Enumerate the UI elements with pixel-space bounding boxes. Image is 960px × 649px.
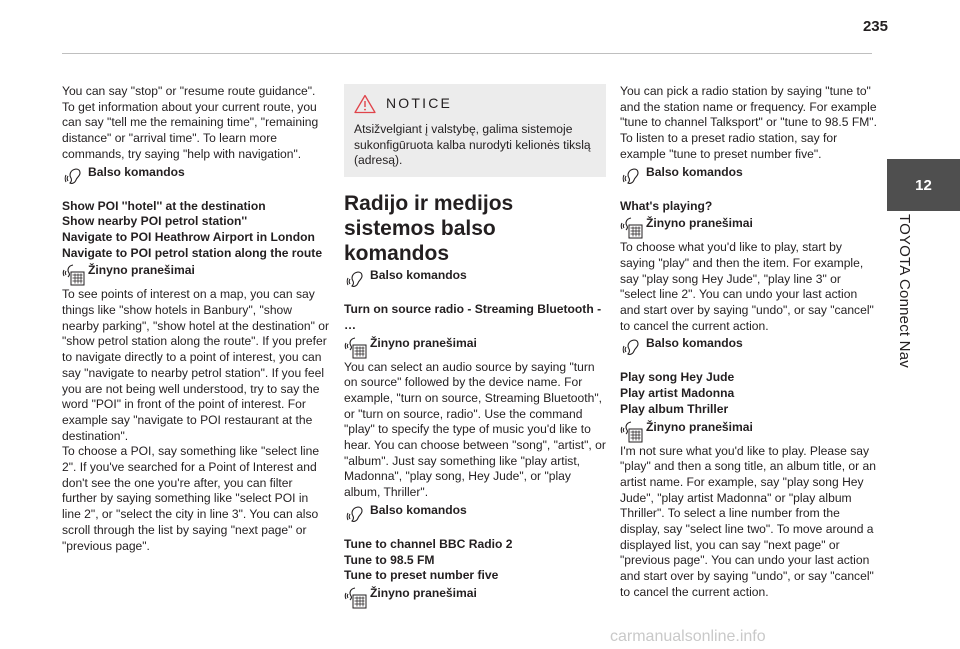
header-rule <box>62 53 872 54</box>
voice-command-icon <box>344 268 368 292</box>
paragraph: You can say "stop" or "resume route guidance". To get information about your current route, you can say "tell me the remaining time", "remaining distance" or "arrival time". To learn more commands, try saying "help with navigation". <box>62 84 319 161</box>
command-line: Navigate to POI Heathrow Airport in London <box>62 229 315 244</box>
column-2 <box>344 84 606 610</box>
voice-command-label: Balso komandos <box>646 164 743 179</box>
voice-command-label: Balso komandos <box>370 502 467 517</box>
voice-command-heading <box>344 268 606 292</box>
voice-command-icon <box>620 165 644 189</box>
command-line: Tune to preset number five <box>344 568 499 583</box>
command-line: Navigate to POI petrol station along the route <box>62 245 323 260</box>
command-line: Play song Hey Jude <box>620 370 735 385</box>
paragraph: You can select an audio source by saying "turn on source" followed by the device name. For example, "turn on source, Streaming Bluetooth", or "turn on source, radio". Use the command "play" to specify the type of music you'd like to hear. You can choose between "song", "artist", or "album". Just say something like "play artist, Madonna", "play song, Hey Jude", or "play album, Thriller". <box>344 359 606 500</box>
voice-command-heading <box>620 336 878 360</box>
help-message-icon <box>620 420 644 444</box>
command-line: Play artist Madonna <box>620 386 735 401</box>
paragraph: To see points of interest on a map, you can say things like "show hotels in Banbury", "show nearby parking", "show hotel at the destination" or "show petrol station along the route". If you prefer to navigate directly to a point of interest, you can say "navigate to nearby petrol station". If you feel you are not being well understood, try to say the word "POI" in front of the point of interest. For example say "navigate to POI restaurant at the destination". <box>62 287 330 443</box>
notice-text: Atsižvelgiant į valstybę, galima sistemoje sukonfigūruota kalba nurodyti kelionės tikslą (adresą). <box>354 122 591 168</box>
command-line: Turn on source radio - Streaming Bluetooth - … <box>344 302 602 332</box>
help-message-heading <box>344 336 606 360</box>
help-message-icon <box>344 586 368 610</box>
command-line: What's playing? <box>620 198 713 213</box>
command-line: Tune to channel BBC Radio 2 <box>344 536 513 551</box>
chapter-tab[interactable]: 12 <box>887 159 960 211</box>
command-line: Show nearby POI petrol station'' <box>62 214 248 229</box>
help-message-label: Žinyno pranešimai <box>370 335 477 350</box>
help-message-label: Žinyno pranešimai <box>646 419 753 434</box>
warning-triangle-icon <box>354 94 376 114</box>
section-title: Radijo ir medijos sistemos balso komandos <box>344 192 514 266</box>
column-3 <box>620 84 878 601</box>
watermark: carmanualsonline.info <box>610 628 766 645</box>
help-message-label: Žinyno pranešimai <box>646 216 753 231</box>
voice-command-icon <box>620 336 644 360</box>
voice-command-label: Balso komandos <box>370 268 467 283</box>
help-message-icon <box>344 336 368 360</box>
help-message-heading <box>344 586 606 610</box>
notice-title: NOTICE <box>386 95 453 112</box>
column-1 <box>62 84 330 554</box>
paragraph: I'm not sure what you'd like to play. Please say "play" and then a song title, an album title, or an artist name. For example, say "play song Hey Jude", "play artist Madonna" or "play album Thriller". To select a line number from the display, say "select line two". To move around a displayed list, you can say "next page" or "previous page". You can undo your last action and start over by saying "undo", or say "cancel" to cancel the current action. <box>620 443 876 599</box>
help-message-label: Žinyno pranešimai <box>370 585 477 600</box>
voice-command-heading <box>620 165 878 189</box>
notice-header <box>354 94 596 114</box>
paragraph: To choose what you'd like to play, start by saying "play" and then the item. For example, say "play song Hey Jude", "play line 3" or "select line 2". You can undo your last action and start over by saying "undo", or say "cancel" to cancel the current action. <box>620 240 874 333</box>
page-number: 235 <box>862 18 888 35</box>
voice-command-icon <box>62 165 86 189</box>
help-message-label: Žinyno pranešimai <box>88 263 195 278</box>
paragraph: To choose a POI, say something like "select line 2". If you've searched for a Point of Interest and don't see the one you're after, you can filter further by saying something like "select POI in line 2", or "select the city in line 3". You can also scroll through the list by saying "next page" or "previous page". <box>62 444 320 553</box>
command-line: Play album Thriller <box>620 401 729 416</box>
voice-command-heading <box>62 165 330 189</box>
help-message-heading <box>62 263 330 287</box>
voice-command-heading <box>344 503 606 527</box>
command-line: Tune to 98.5 FM <box>344 552 435 567</box>
voice-command-label: Balso komandos <box>88 164 185 179</box>
paragraph: You can pick a radio station by saying "tune to" and the station name or frequency. For example "tune to channel Talksport" or "tune to 98.5 FM". To listen to a preset radio station, say for example "tune to preset number five". <box>620 84 877 161</box>
voice-command-label: Balso komandos <box>646 336 743 351</box>
voice-command-icon <box>344 503 368 527</box>
help-message-heading <box>620 216 878 240</box>
chapter-title: TOYOTA Connect Nav <box>896 214 913 368</box>
notice-box <box>344 84 606 177</box>
help-message-heading <box>620 420 878 444</box>
help-message-icon <box>62 263 86 287</box>
help-message-icon <box>620 216 644 240</box>
command-line: Show POI ''hotel'' at the destination <box>62 198 266 213</box>
